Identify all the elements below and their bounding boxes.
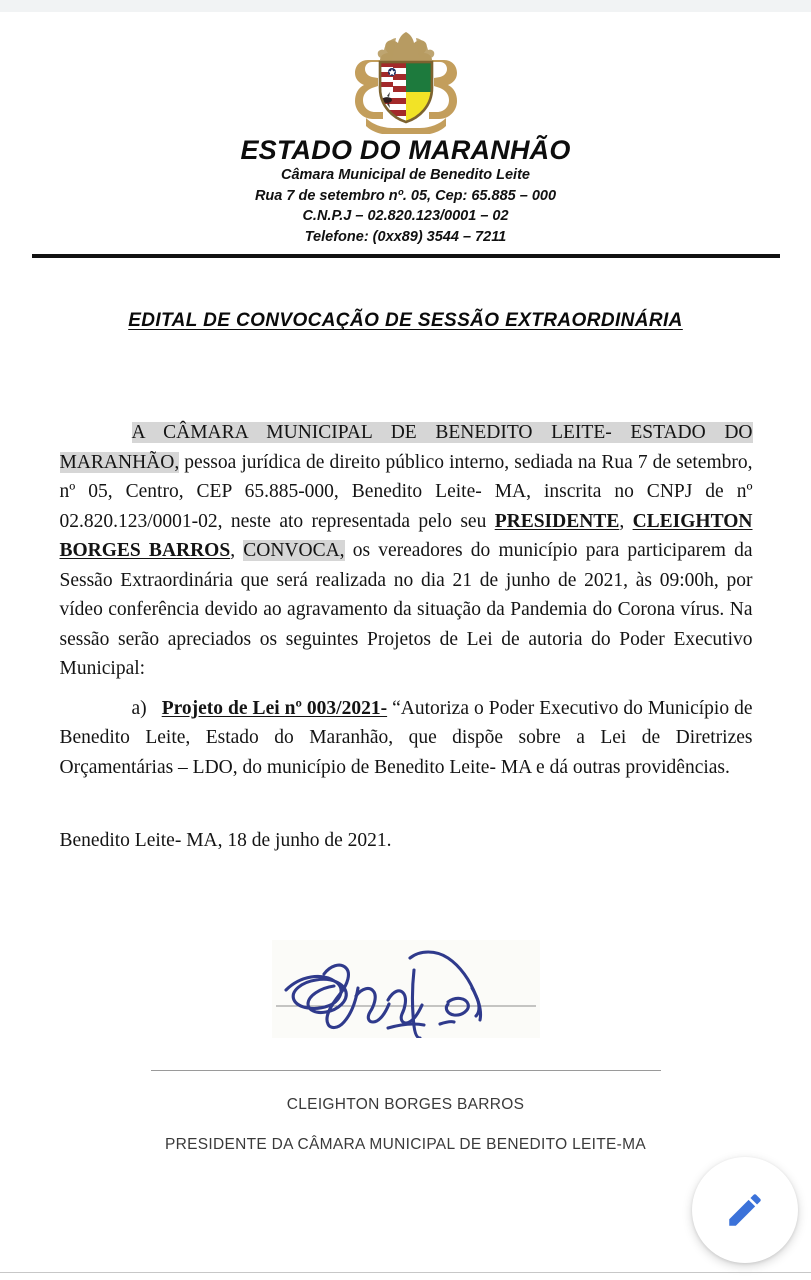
handwritten-signature	[272, 940, 540, 1038]
paragraph-convocation	[60, 418, 753, 684]
letterhead-state: ESTADO DO MARANHÃO	[240, 135, 571, 165]
letterhead-phone: Telefone: (0xx89) 3544 – 7211	[304, 228, 507, 245]
paragraph-text-3: ,	[230, 540, 244, 562]
signature-block	[0, 940, 811, 1154]
document-body	[30, 418, 782, 856]
list-item-a	[60, 694, 753, 783]
letterhead-divider	[32, 254, 780, 258]
maranhao-coat-of-arms-icon	[340, 26, 472, 134]
page-title: EDITAL DE CONVOCAÇÃO DE SESSÃO EXTRAORDINÁRIA	[128, 310, 683, 332]
document-page	[0, 12, 811, 1272]
signatory-role: PRESIDENTE DA CÂMARA MUNICIPAL DE BENEDITO LEITE-MA	[165, 1136, 646, 1153]
paragraph-text-4: os vereadores do município para participarem da Sessão Extraordinária que será realizada no dia 21 de junho de 2021, às 09:00h, por vídeo conferência devido ao agravamento da situação da Pandemia do Corona vírus. Na sessão serão apreciados os seguintes Projetos de Lei de autoria do Poder Executivo Municipal:	[59, 540, 753, 680]
law-description: “Autoriza o Poder Executivo do Município de Benedito Leite, Estado do Maranhão, que dispõe sobre a Lei de Diretrizes Orçamentárias – LDO, do município de Benedito Leite- MA e dá outras providências.	[59, 697, 753, 778]
viewer-bottom-divider	[0, 1272, 811, 1273]
pencil-edit-icon	[724, 1189, 766, 1231]
item-marker: a)	[131, 697, 147, 719]
letterhead-organization: Câmara Municipal de Benedito Leite	[281, 167, 530, 184]
paragraph-text-2: ,	[619, 510, 633, 532]
viewer-top-chrome	[0, 0, 811, 12]
paragraph-text-1: pessoa jurídica de direito público interno, sediada na Rua 7 de setembro, nº 05, Centro, CEP 65.885-000, Benedito Leite- MA, inscrita no CNPJ de nº 02.820.123/0001-02, neste ato representada pelo seu	[59, 451, 753, 532]
letterhead-address: Rua 7 de setembro nº. 05, Cep: 65.885 – 000	[254, 187, 557, 204]
highlight-convoca: CONVOCA,	[243, 540, 345, 562]
highlight-entity-name: A CÂMARA MUNICIPAL DE BENEDITO LEITE- ESTADO DO MARANHÃO,	[59, 422, 753, 473]
law-reference: Projeto de Lei nº 003/2021-	[161, 697, 388, 719]
emphasis-presidente: PRESIDENTE	[494, 510, 620, 532]
edit-fab-button[interactable]	[692, 1157, 798, 1263]
date-line: Benedito Leite- MA, 18 de junho de 2021.	[59, 830, 392, 852]
letterhead	[0, 12, 811, 258]
signature-line	[151, 1070, 661, 1071]
signatory-name: CLEIGHTON BORGES BARROS	[286, 1096, 525, 1113]
emphasis-president-name: CLEIGHTON BORGES BARROS	[59, 510, 753, 562]
letterhead-cnpj: C.N.P.J – 02.820.123/0001 – 02	[302, 208, 509, 225]
